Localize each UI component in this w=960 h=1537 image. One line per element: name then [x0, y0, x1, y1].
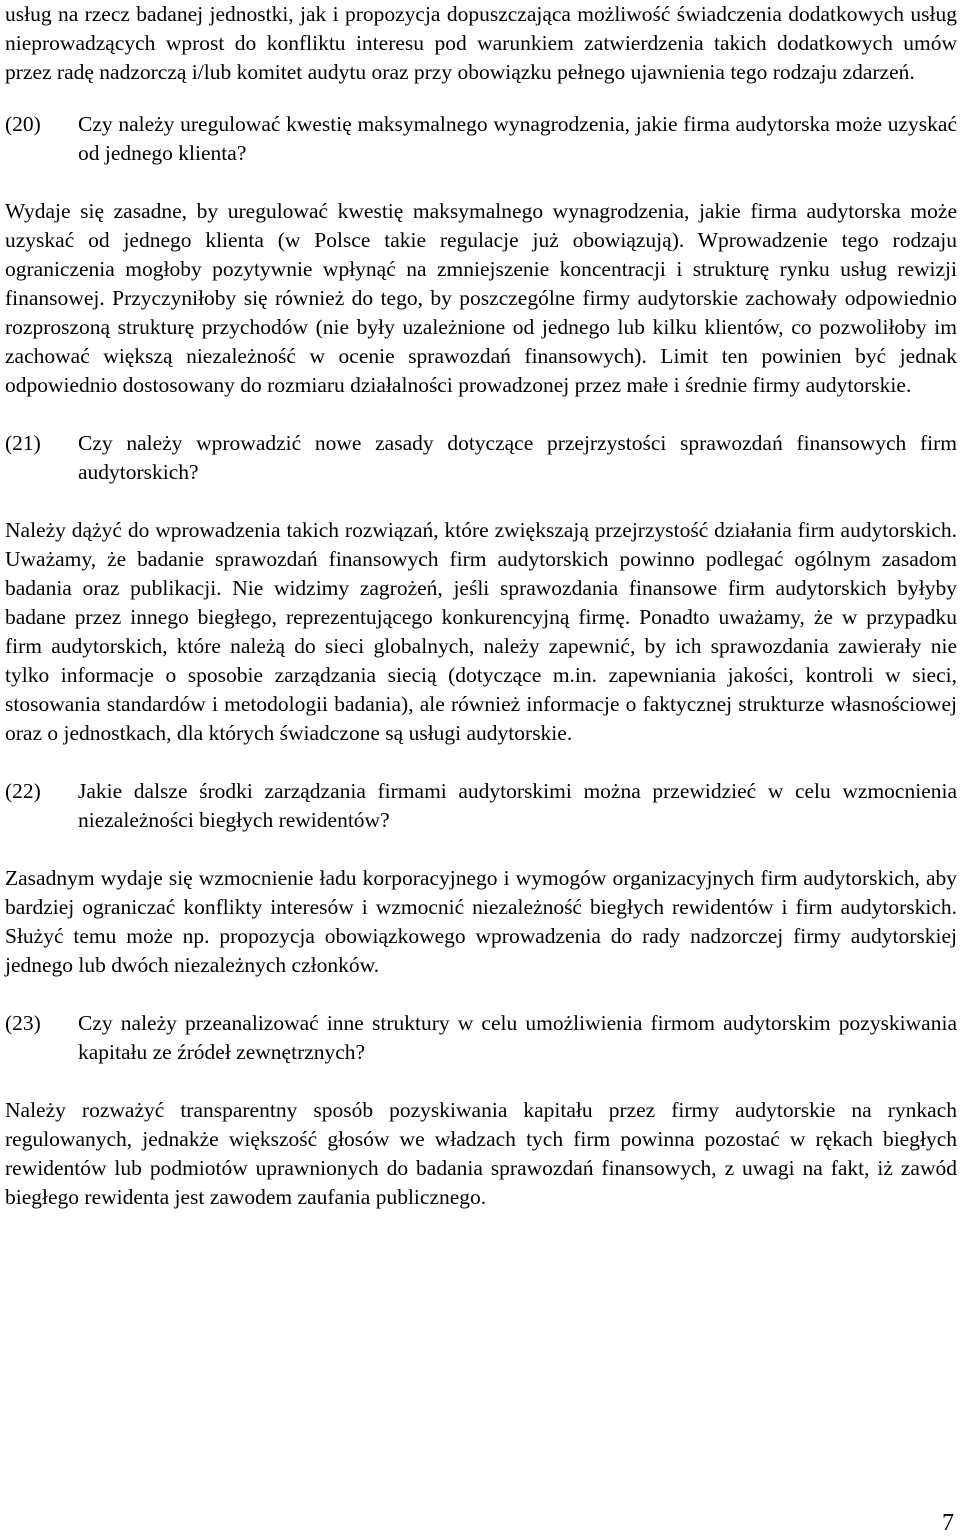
question-20: [5, 110, 957, 168]
question-number: (21): [5, 431, 41, 455]
question-number: (20): [5, 112, 41, 136]
answer-22: Zasadnym wydaje się wzmocnienie ładu korporacyjnego i wymogów organizacyjnych firm audytorskich, aby bardziej ograniczać konflikty interesów i wzmocnić niezależność biegłych rewidentów i firm audytorskich. Służyć temu może np. propozycja obowiązkowego wprowadzenia do rady nadzorczej firmy audytorskiej jednego lub dwóch niezależnych członków.: [5, 866, 957, 977]
answer-21: Należy dążyć do wprowadzenia takich rozwiązań, które zwiększają przejrzystość działania firm audytorskich. Uważamy, że badanie sprawozdań finansowych firm audytorskich powinno podlegać ogólnym zasadom badania oraz publikacji. Nie widzimy zagrożeń, jeśli sprawozdania finansowe firm audytorskich byłyby badane przez innego biegłego, reprezentującego konkurencyjną firmę. Ponadto uważamy, że w przypadku firm audytorskich, które należą do sieci globalnych, należy zapewnić, by ich sprawozdania zawierały nie tylko informacje o sposobie zarządzania siecią (dotyczące m.in. zapewniania jakości, kontroli w sieci, stosowania standardów i metodologii badania), ale również informacje o faktycznej strukturze własnościowej oraz o jednostkach, dla których świadczone są usługi audytorskie.: [5, 518, 957, 745]
answer-23: Należy rozważyć transparentny sposób pozyskiwania kapitału przez firmy audytorskie na rynkach regulowanych, jednakże większość głosów we władzach tych firm powinna pozostać w rękach biegłych rewidentów lub podmiotów uprawnionych do badania sprawozdań finansowych, z uwagi na fakt, iż zawód biegłego rewidenta jest zawodem zaufania publicznego.: [5, 1098, 957, 1209]
question-22: [5, 777, 957, 835]
document-page: [5, 0, 957, 1212]
paragraph-continued: usług na rzecz badanej jednostki, jak i propozycja dopuszczająca możliwość świadczenia dodatkowych usług nieprowadzących wprost do konfliktu interesu pod warunkiem zatwierdzenia takich dodatkowych umów przez radę nadzorczą i/lub komitet audytu oraz przy obowiązku pełnego ujawnienia tego rodzaju zdarzeń.: [5, 2, 957, 84]
question-text: Czy należy wprowadzić nowe zasady dotyczące przejrzystości sprawozdań finansowych firm audytorskich?: [78, 431, 957, 484]
question-number: (23): [5, 1011, 41, 1035]
question-text: Jakie dalsze środki zarządzania firmami audytorskimi można przewidzieć w celu wzmocnienia niezależności biegłych rewidentów?: [78, 779, 957, 832]
question-number: (22): [5, 779, 41, 803]
answer-20: Wydaje się zasadne, by uregulować kwestię maksymalnego wynagrodzenia, jakie firma audytorska może uzyskać od jednego klienta (w Polsce takie regulacje już obowiązują). Wprowadzenie tego rodzaju ograniczenia mogłoby pozytywnie wpłynąć na zmniejszenie koncentracji i strukturę rynku usług rewizji finansowej. Przyczyniłoby się również do tego, by poszczególne firmy audytorskie zachowały odpowiednio rozproszoną strukturę przychodów (nie były uzależnione od jednego lub kilku klientów, co pozwoliłoby im zachować większą niezależność w ocenie sprawozdań finansowych). Limit ten powinien być jednak odpowiednio dostosowany do rozmiaru działalności prowadzonej przez małe i średnie firmy audytorskie.: [5, 199, 957, 397]
question-21: [5, 429, 957, 487]
question-text: Czy należy przeanalizować inne struktury w celu umożliwienia firmom audytorskim pozyskiwania kapitału ze źródeł zewnętrznych?: [78, 1011, 957, 1064]
question-text: Czy należy uregulować kwestię maksymalnego wynagrodzenia, jakie firma audytorska może uzyskać od jednego klienta?: [78, 112, 957, 165]
question-23: [5, 1009, 957, 1067]
page-number: 7: [942, 1510, 954, 1536]
